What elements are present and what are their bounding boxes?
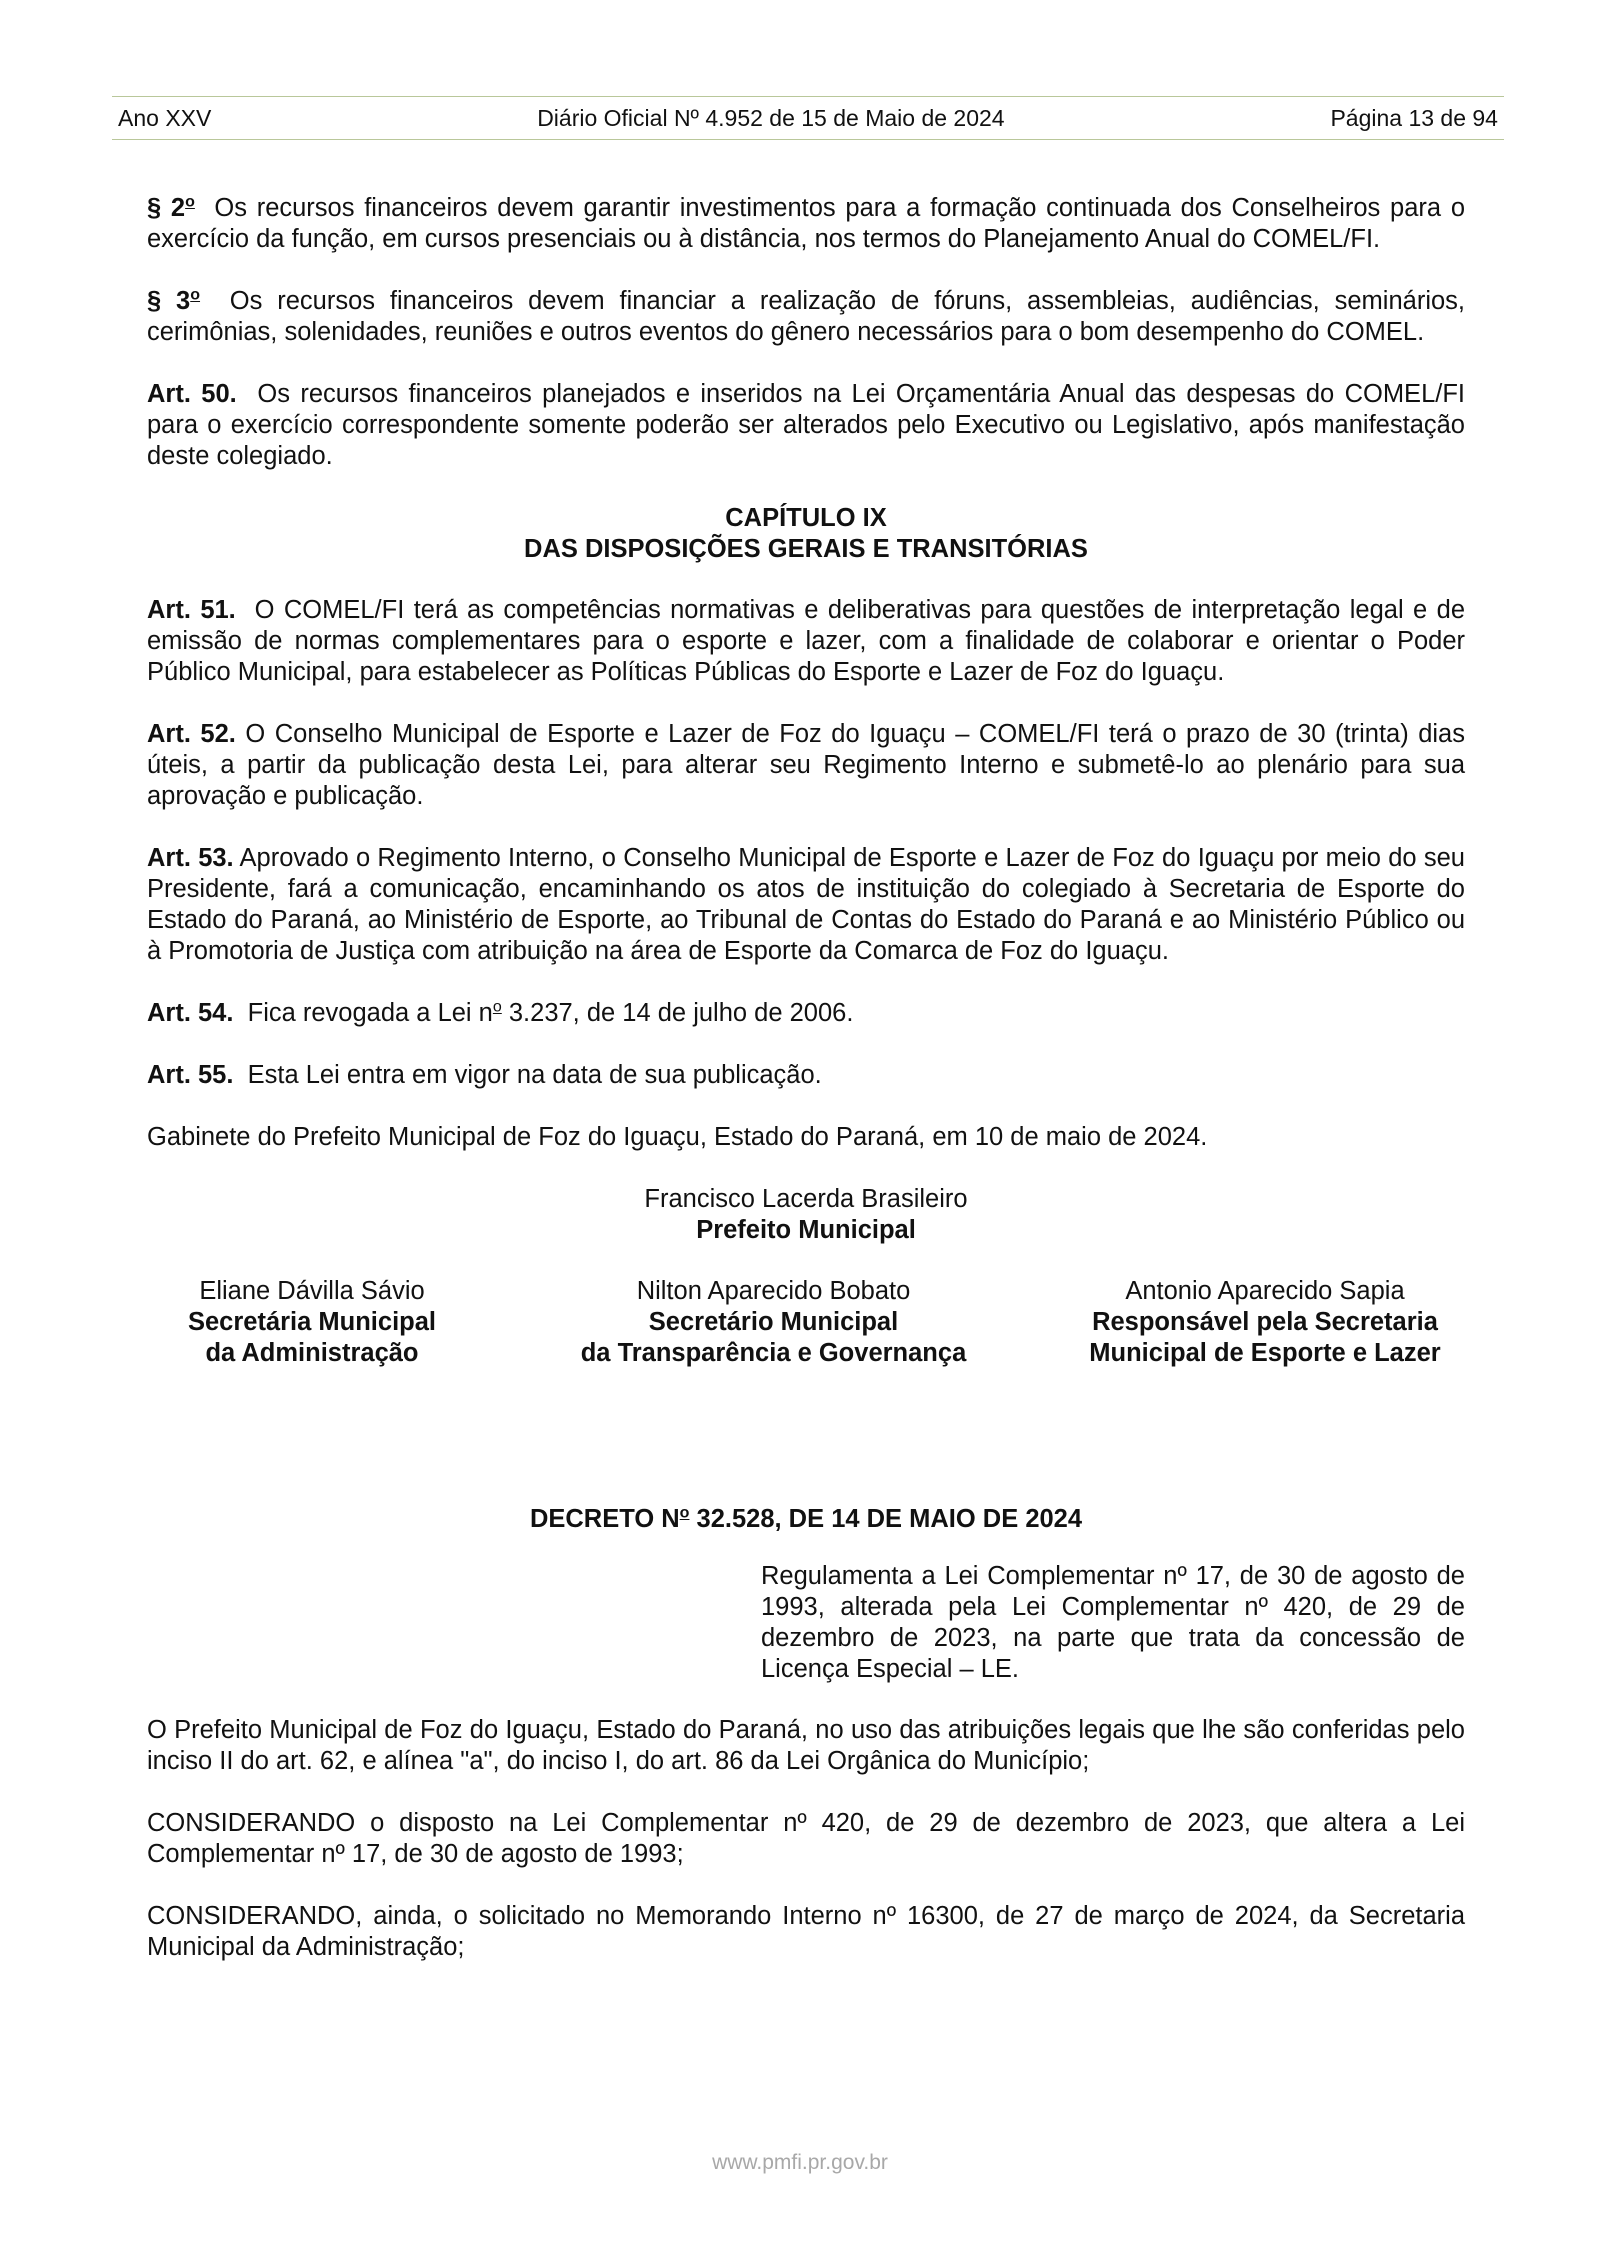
article-label: Art. 54. — [147, 999, 234, 1027]
signer-title: Secretário Municipal — [648, 1308, 899, 1336]
article-51 — [147, 595, 1465, 688]
header-year: Ano XXV — [118, 104, 212, 131]
secretaries-signatures — [147, 1276, 1465, 1369]
article-text: O Conselho Municipal de Esporte e Lazer de Foz do Iguaçu – COMEL/FI terá o prazo de 30 (trinta) dias úteis, a partir da publicação desta Lei, para alterar seu Regimento Interno e submetê-lo ao plenário para sua aprovação e publicação. — [147, 720, 1465, 810]
signer-name: Antonio Aparecido Sapia — [1125, 1277, 1405, 1305]
footer-url: www.pmfi.pr.gov.br — [712, 2151, 888, 2174]
signer-title: Responsável pela Secretaria — [1092, 1308, 1438, 1336]
signer-name: Nilton Aparecido Bobato — [636, 1277, 911, 1305]
signer-title: Municipal de Esporte e Lazer — [1089, 1339, 1441, 1367]
decree-preamble: O Prefeito Municipal de Foz do Iguaçu, Estado do Paraná, no uso das atribuições legais que lhe são conferidas pelo inciso II do art. 62, e alínea "a", do inciso I, do art. 86 da Lei Orgânica do Município; — [147, 1715, 1465, 1775]
decree-summary: Regulamenta a Lei Complementar nº 17, de 30 de agosto de 1993, alterada pela Lei Complementar nº 420, de 29 de dezembro de 2023, na parte que trata da concessão de Licença Especial – LE. — [761, 1561, 1465, 1683]
signer-title: da Administração — [205, 1339, 419, 1367]
chapter-heading — [147, 503, 1465, 565]
header-page-number: Página 13 de 94 — [1330, 104, 1498, 131]
article-label: Art. 53. — [147, 844, 234, 872]
signer-title: da Transparência e Governança — [580, 1339, 967, 1367]
page-header — [112, 96, 1504, 140]
paragraph-3 — [147, 286, 1465, 348]
signature-right — [1055, 1276, 1475, 1369]
paragraph-mark: § 3$^o$ — [147, 286, 201, 315]
article-text: Fica revogada a Lei $n^o$ 3.237, de 14 de julho de 2006. — [247, 998, 854, 1027]
decree-title: DECRETO $N^o$ 32.528, DE 14 DE MAIO DE 2024 — [529, 1504, 1083, 1533]
signature-center — [554, 1276, 994, 1369]
closing-statement: Gabinete do Prefeito Municipal de Foz do Iguaçu, Estado do Paraná, em 10 de maio de 2024. — [147, 1123, 1208, 1151]
paragraph-text: Os recursos financeiros devem garantir investimentos para a formação continuada dos Conselheiros para o exercício da função, em cursos presenciais ou à distância, nos termos do Planejamento Anual do COMEL/FI. — [147, 194, 1465, 253]
signer-name: Francisco Lacerda Brasileiro — [644, 1185, 968, 1213]
considering-clause: CONSIDERANDO, ainda, o solicitado no Memorando Interno nº 16300, de 27 de março de 2024, da Secretaria Municipal da Administração; — [147, 1901, 1465, 1961]
signer-name: Eliane Dávilla Sávio — [199, 1277, 425, 1305]
article-54 — [147, 998, 1465, 1029]
signer-title: Secretária Municipal — [187, 1308, 436, 1336]
header-title: Diário Oficial Nº 4.952 de 15 de Maio de 2024 — [537, 104, 1005, 131]
chapter-number: CAPÍTULO IX — [725, 504, 887, 532]
article-text: O COMEL/FI terá as competências normativas e deliberativas para questões de interpretação legal e de emissão de normas complementares para o esporte e lazer, com a finalidade de colaborar e orientar o Poder Público Municipal, para estabelecer as Políticas Públicas do Esporte e Lazer de Foz do Iguaçu. — [147, 596, 1466, 686]
signer-title: Prefeito Municipal — [696, 1216, 916, 1244]
article-label: Art. 55. — [147, 1061, 234, 1089]
chapter-title: DAS DISPOSIÇÕES GERAIS E TRANSITÓRIAS — [524, 535, 1088, 563]
considering-clause: CONSIDERANDO o disposto na Lei Complementar nº 420, de 29 de dezembro de 2023, que altera a Lei Complementar nº 17, de 30 de agosto de 1993; — [147, 1808, 1465, 1868]
article-text: Os recursos financeiros planejados e inseridos na Lei Orçamentária Anual das despesas do COMEL/FI para o exercício correspondente somente poderão ser alterados pelo Executivo ou Legislativo, após manifestação deste colegiado. — [147, 380, 1465, 470]
paragraph-text: Os recursos financeiros devem financiar a realização de fóruns, assembleias, audiências, seminários, cerimônias, solenidades, reuniões e outros eventos do gênero necessários para o bom desempenho do COMEL. — [147, 287, 1466, 346]
article-53 — [147, 843, 1465, 967]
article-52 — [147, 719, 1465, 812]
paragraph-2 — [147, 193, 1465, 255]
article-text: Esta Lei entra em vigor na data de sua publicação. — [247, 1061, 822, 1089]
mayor-signature — [147, 1184, 1465, 1246]
article-text: Aprovado o Regimento Interno, o Conselho Municipal de Esporte e Lazer de Foz do Iguaçu por meio do seu Presidente, fará a comunicação, encaminhando os atos de instituição do colegiado à Secretaria de Esporte do Estado do Paraná, ao Ministério de Esporte, ao Tribunal de Contas do Estado do Paraná e ao Ministério Público ou à Promotoria de Justiça com atribuição na área de Esporte da Comarca de Foz do Iguaçu. — [147, 844, 1465, 965]
article-label: Art. 50. — [147, 380, 237, 408]
article-50 — [147, 379, 1465, 472]
paragraph-mark: § 2$^o$ — [147, 193, 195, 222]
document-body — [147, 193, 1465, 1994]
signature-left — [122, 1276, 502, 1369]
article-label: Art. 52. — [147, 720, 236, 748]
article-label: Art. 51. — [147, 596, 236, 624]
article-55 — [147, 1060, 1465, 1091]
